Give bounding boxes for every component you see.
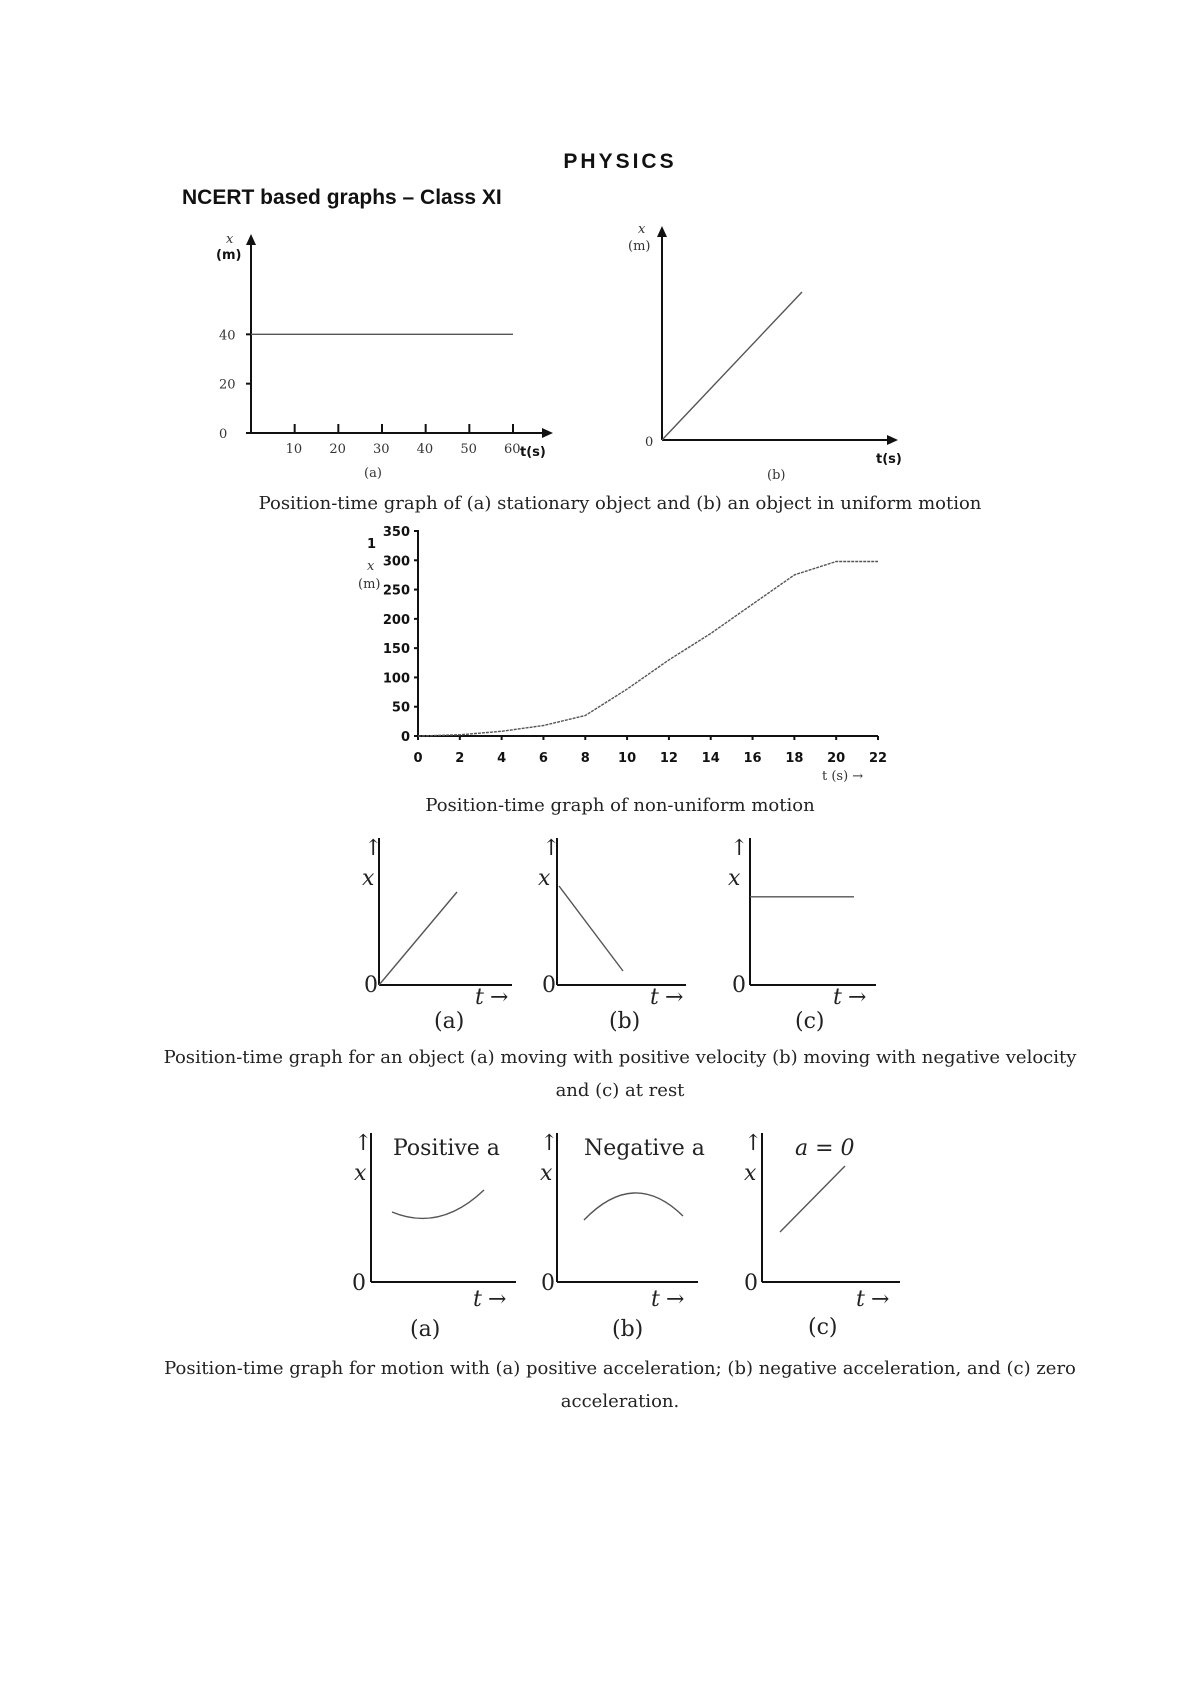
fig4a-data-curve bbox=[392, 1190, 484, 1218]
fig3b-up-arrow: ↑ bbox=[542, 836, 561, 861]
fig1b-origin: 0 bbox=[645, 435, 654, 450]
fig4b-panel: (b) bbox=[612, 1317, 644, 1342]
fig4a-label: Positive a bbox=[393, 1136, 500, 1161]
fig3b-x-arrow: → bbox=[665, 985, 684, 1010]
fig4c-data-line bbox=[780, 1166, 845, 1232]
fig2-arrow-up: 1 bbox=[367, 537, 377, 552]
fig4c-origin: 0 bbox=[744, 1271, 758, 1296]
fig2-xtick-label: 4 bbox=[497, 751, 507, 766]
fig4a-panel-group bbox=[352, 1131, 516, 1342]
fig2-ylabel: x bbox=[367, 559, 375, 574]
fig1b-xlabel: t(s) bbox=[876, 452, 902, 467]
fig2-xtick-label: 12 bbox=[659, 751, 678, 766]
fig3a-origin: 0 bbox=[364, 973, 378, 998]
fig2-ytick-label: 50 bbox=[391, 700, 410, 716]
fig3a-up-arrow: ↑ bbox=[364, 836, 383, 861]
fig3c-origin: 0 bbox=[732, 973, 746, 998]
fig4c-ylabel: x bbox=[744, 1161, 757, 1186]
fig1a-ytick-label: 20 bbox=[219, 377, 236, 393]
caption-fig3: Position-time graph for an object (a) moving with positive velocity (b) moving with negative velocity and (c) at rest bbox=[163, 1047, 1077, 1101]
fig4b-data-curve bbox=[584, 1193, 683, 1220]
fig4b-origin: 0 bbox=[541, 1271, 555, 1296]
fig1b-ylabel: x bbox=[638, 222, 646, 237]
fig3c-x-arrow: → bbox=[848, 985, 867, 1010]
fig4b-label: Negative a bbox=[584, 1136, 705, 1161]
fig2-xtick-label: 22 bbox=[868, 751, 888, 766]
fig4a-panel: (a) bbox=[410, 1317, 441, 1342]
fig3b-origin: 0 bbox=[542, 973, 556, 998]
fig2-xtick-label: 2 bbox=[455, 751, 465, 766]
fig3a-panel: (a) bbox=[434, 1009, 465, 1034]
fig1a-xtick-label: 30 bbox=[373, 442, 390, 457]
fig2-ytick-label: 200 bbox=[382, 612, 410, 628]
fig3b-xlabel: t bbox=[650, 985, 659, 1010]
page-subtitle: NCERT based graphs – Class XI bbox=[182, 186, 502, 209]
fig2-xtick-label: 8 bbox=[580, 751, 590, 766]
fig1a-yunit: (m) bbox=[216, 248, 242, 263]
fig2-xtick-label: 10 bbox=[618, 751, 637, 766]
fig4a-up-arrow: ↑ bbox=[354, 1131, 373, 1156]
fig2-ytick-label: 0 bbox=[400, 730, 410, 745]
fig2-yunit: (m) bbox=[358, 577, 381, 592]
fig3c-xlabel: t bbox=[833, 985, 842, 1010]
caption-fig4: Position-time graph for motion with (a) positive acceleration; (b) negative acceleration, and (c) zero acceleration. bbox=[164, 1358, 1076, 1412]
fig2-ytick-label: 350 bbox=[382, 525, 410, 540]
page-subject: PHYSICS bbox=[563, 150, 677, 173]
fig2-xtick-label: 18 bbox=[785, 751, 804, 766]
fig1b-yunit: (m) bbox=[628, 239, 651, 254]
fig2-ytick-label: 100 bbox=[382, 671, 410, 687]
fig3a-x-arrow: → bbox=[490, 985, 509, 1010]
fig2-ytick-label: 150 bbox=[382, 642, 410, 658]
fig4c-label: a = 0 bbox=[795, 1136, 855, 1161]
fig3b-panel: (b) bbox=[609, 1009, 641, 1034]
caption-fig1: Position-time graph of (a) stationary object and (b) an object in uniform motion bbox=[258, 493, 982, 514]
fig4b-ylabel: x bbox=[540, 1161, 553, 1186]
fig4b-xlabel: t bbox=[651, 1287, 660, 1312]
fig4b-up-arrow: ↑ bbox=[540, 1131, 559, 1156]
fig2-ytick-label: 250 bbox=[382, 583, 410, 599]
fig2-xlabel: t (s) → bbox=[822, 769, 864, 784]
fig3c-panel: (c) bbox=[795, 1009, 825, 1034]
fig4a-ylabel: x bbox=[354, 1161, 367, 1186]
caption-fig2: Position-time graph of non-uniform motion bbox=[425, 795, 815, 816]
fig2-ytick-label: 300 bbox=[382, 554, 410, 570]
fig4c-up-arrow: ↑ bbox=[744, 1131, 763, 1156]
fig1a-xtick-label: 40 bbox=[416, 442, 434, 457]
fig1a-xtick-label: 10 bbox=[285, 442, 303, 457]
fig2-xtick-label: 20 bbox=[827, 751, 846, 766]
fig1a-xlabel: t(s) bbox=[520, 445, 546, 460]
fig2-xtick-label: 16 bbox=[743, 751, 762, 766]
fig1a-ylabel: x bbox=[226, 232, 234, 247]
fig1a-xtick-label: 60 bbox=[504, 442, 521, 457]
fig4b-x-arrow: → bbox=[666, 1287, 685, 1312]
fig4b-panel-group bbox=[540, 1131, 705, 1342]
fig2-xtick-label: 14 bbox=[701, 751, 720, 766]
fig2-xtick-label: 0 bbox=[413, 751, 423, 766]
fig3b-ylabel: x bbox=[538, 866, 551, 891]
fig3c-ylabel: x bbox=[728, 866, 741, 891]
fig1b-panel: (b) bbox=[767, 468, 786, 483]
fig1a-xtick-label: 50 bbox=[460, 442, 477, 457]
fig4a-x-arrow: → bbox=[488, 1287, 507, 1312]
fig4a-origin: 0 bbox=[352, 1271, 366, 1296]
fig4c-x-arrow: → bbox=[871, 1287, 890, 1312]
fig1a-ytick-label: 40 bbox=[219, 328, 236, 344]
fig4c-panel-group bbox=[744, 1131, 900, 1340]
fig2-xtick-label: 6 bbox=[538, 751, 548, 766]
fig3c-up-arrow: ↑ bbox=[730, 836, 749, 861]
fig4a-xlabel: t bbox=[473, 1287, 482, 1312]
fig3a-xlabel: t bbox=[475, 985, 484, 1010]
fig4c-xlabel: t bbox=[856, 1287, 865, 1312]
fig1a-ytick-label: 0 bbox=[219, 427, 228, 442]
fig3a-ylabel: x bbox=[362, 866, 375, 891]
fig1a-panel: (a) bbox=[364, 466, 382, 481]
fig1a-xtick-label: 20 bbox=[329, 442, 346, 457]
fig4c-panel: (c) bbox=[808, 1315, 838, 1340]
